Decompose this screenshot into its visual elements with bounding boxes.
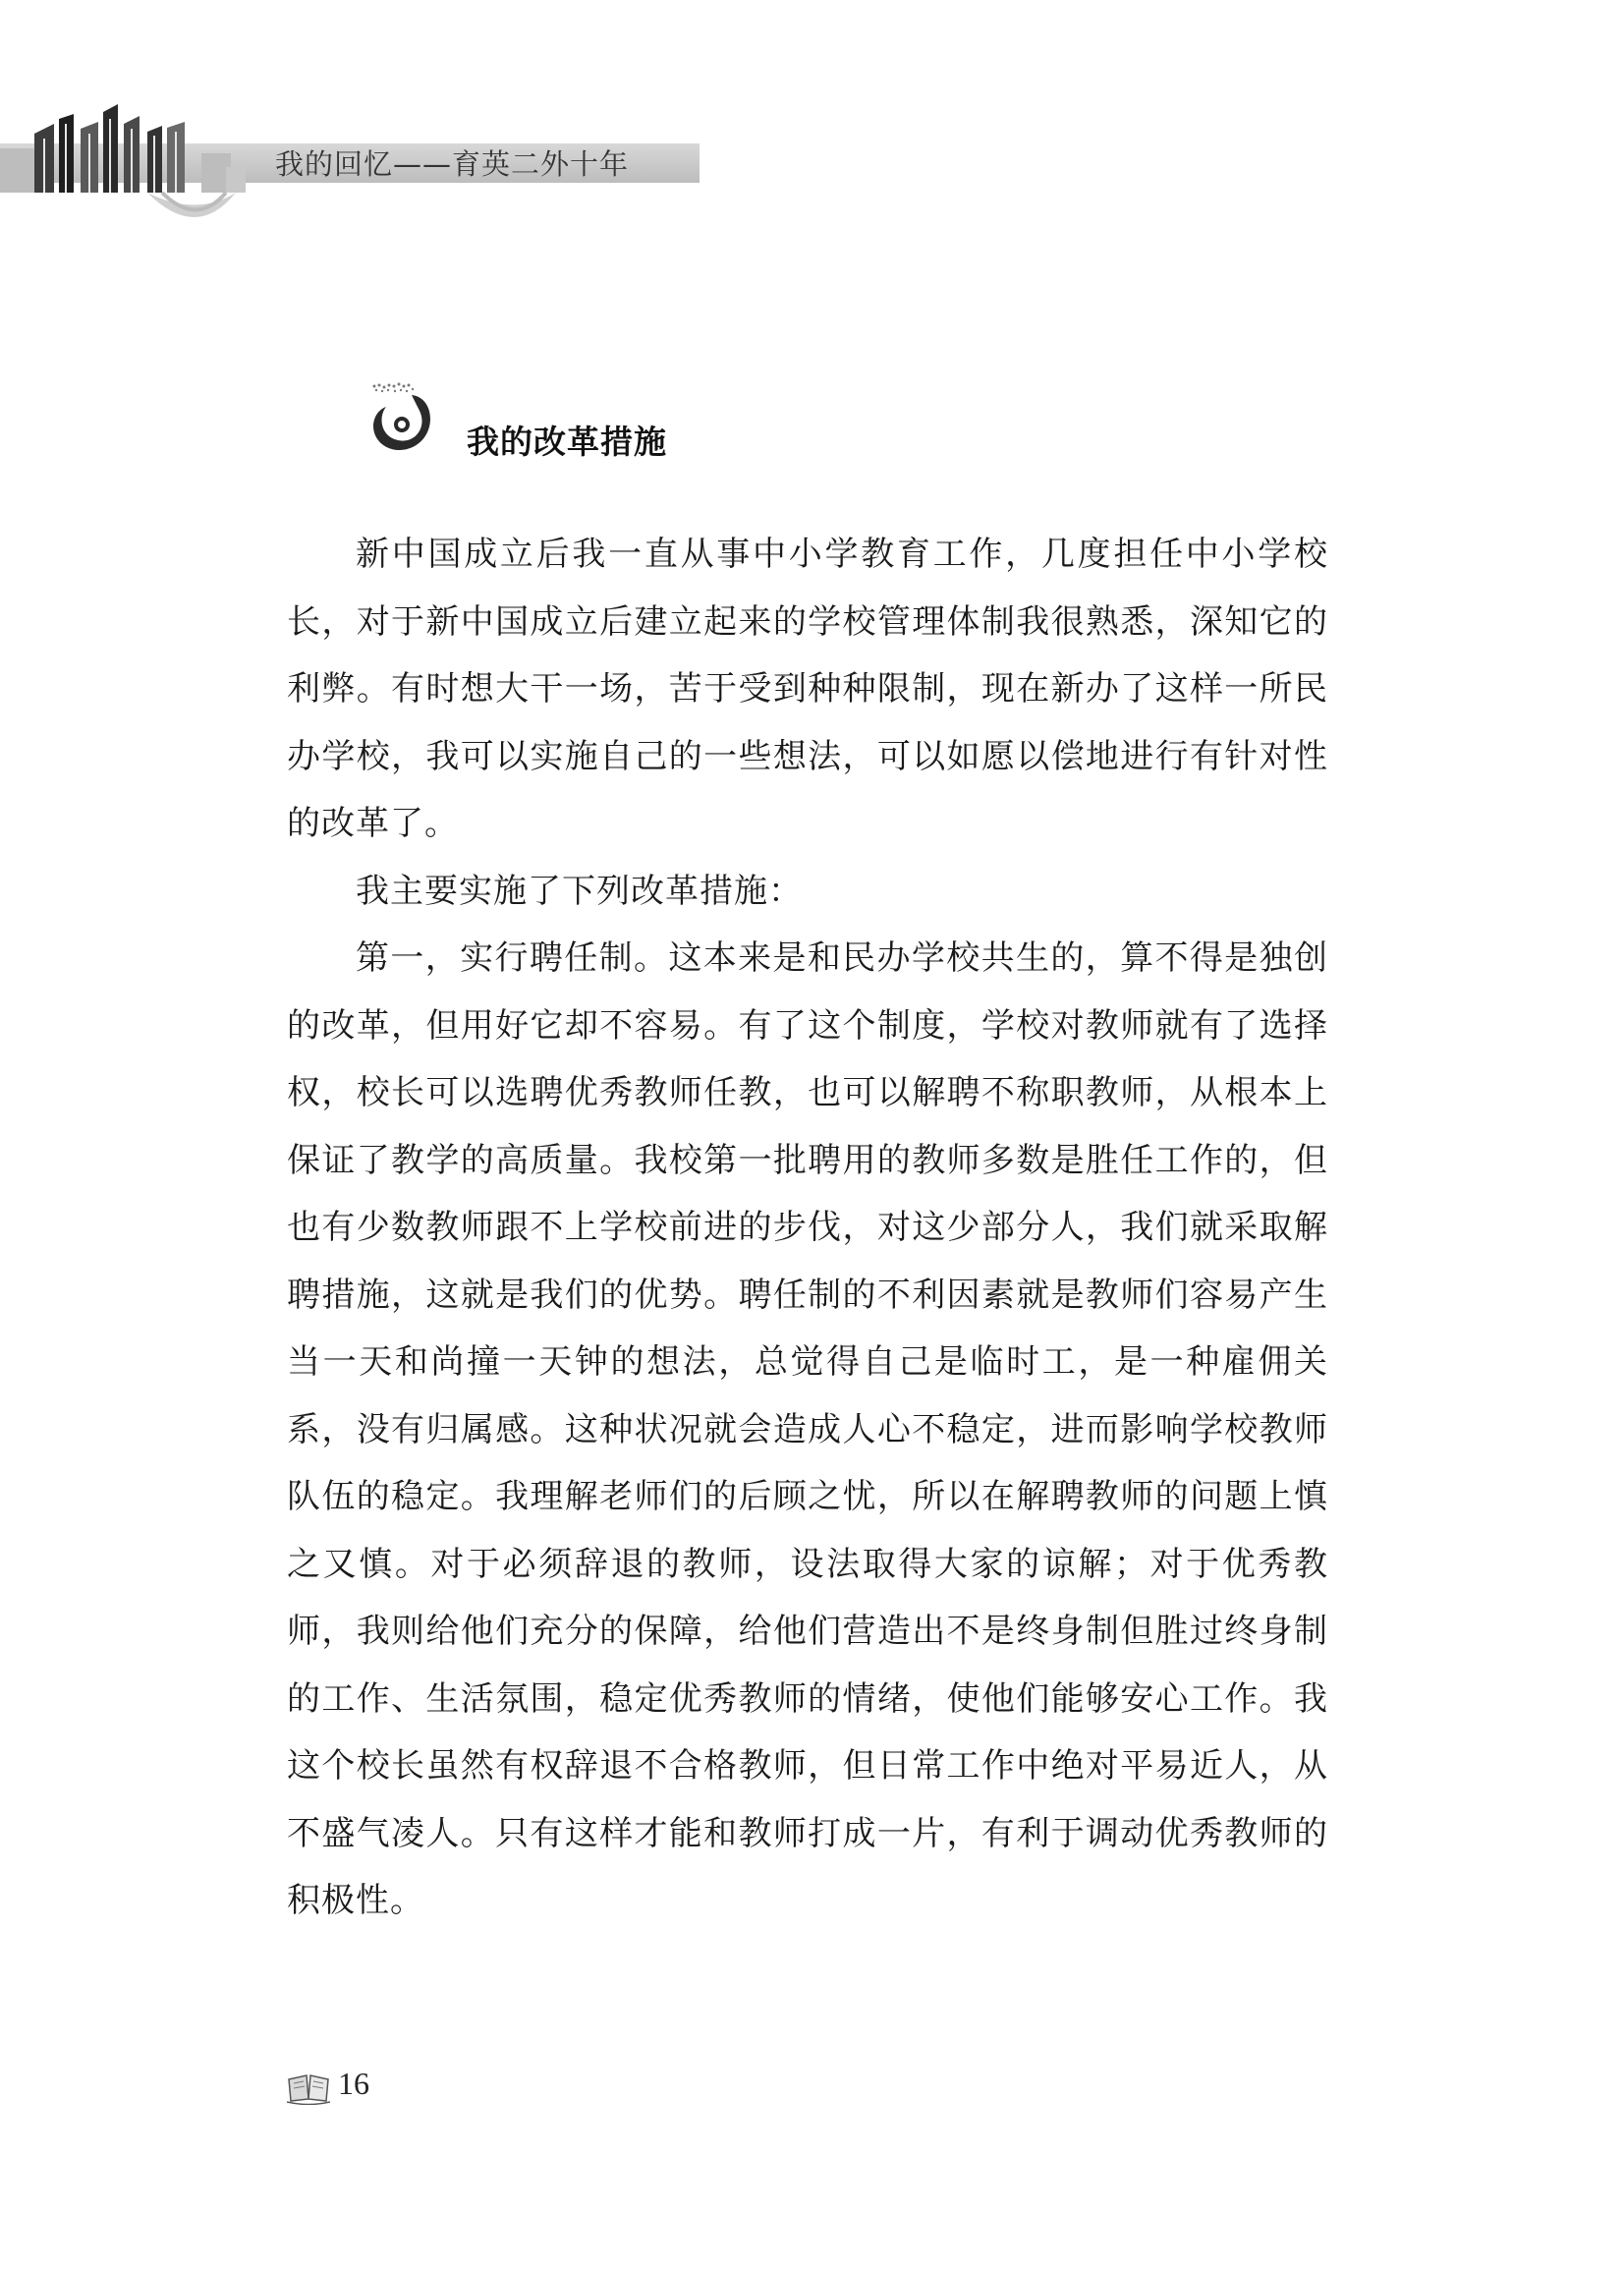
running-header xyxy=(0,94,707,242)
running-header-title: 我的回忆——育英二外十年 xyxy=(275,147,630,181)
paragraph: 我主要实施了下列改革措施： xyxy=(356,871,803,911)
city-skyline-icon xyxy=(0,94,246,242)
paragraph: 新中国成立后我一直从事中小学教育工作，几度担任中小学校长，对于新中国成立后建立起来的学校管理体制我很熟悉，深知它的利弊。有时想大干一场，苦于受到种种限制，现在新办了这样一所民办学校，我可以实施自己的一些想法，可以如愿以偿地进行有针对性的改革了。 xyxy=(287,535,1328,843)
paragraph: 第一，实行聘任制。这本来是和民办学校共生的，算不得是独创的改革，但用好它却不容易。有了这个制度，学校对教师就有了选择权，校长可以选聘优秀教师任教，也可以解聘不称职教师，从根本上保证了教学的高质量。我校第一批聘用的教师多数是胜任工作的，但也有少数教师跟不上学校前进的步伐，对这少部分人，我们就采取解聘措施，这就是我们的优势。聘任制的不利因素就是教师们容易产生当一天和尚撞一天钟的想法，总觉得自己是临时工，是一种雇佣关系，没有归属感。这种状况就会造成人心不稳定，进而影响学校教师队伍的稳定。我理解老师们的后顾之忧，所以在解聘教师的问题上慎之又慎。对于必须辞退的教师，设法取得大家的谅解；对于优秀教师，我则给他们充分的保障，给他们营造出不是终身制但胜过终身制的工作、生活氛围，稳定优秀教师的情绪，使他们能够安心工作。我这个校长虽然有权辞退不合格教师，但日常工作中绝对平易近人，从不盛气凌人。只有这样才能和教师打成一片，有利于调动优秀教师的积极性。 xyxy=(287,938,1328,1920)
section-title: 我的改革措施 xyxy=(467,423,667,461)
page-footer xyxy=(287,2064,483,2113)
spiral-bullet-icon xyxy=(368,381,437,460)
page-number: 16 xyxy=(338,2066,369,2101)
section-heading xyxy=(368,381,860,480)
open-book-icon xyxy=(287,2070,330,2105)
body-text xyxy=(287,521,1328,1935)
